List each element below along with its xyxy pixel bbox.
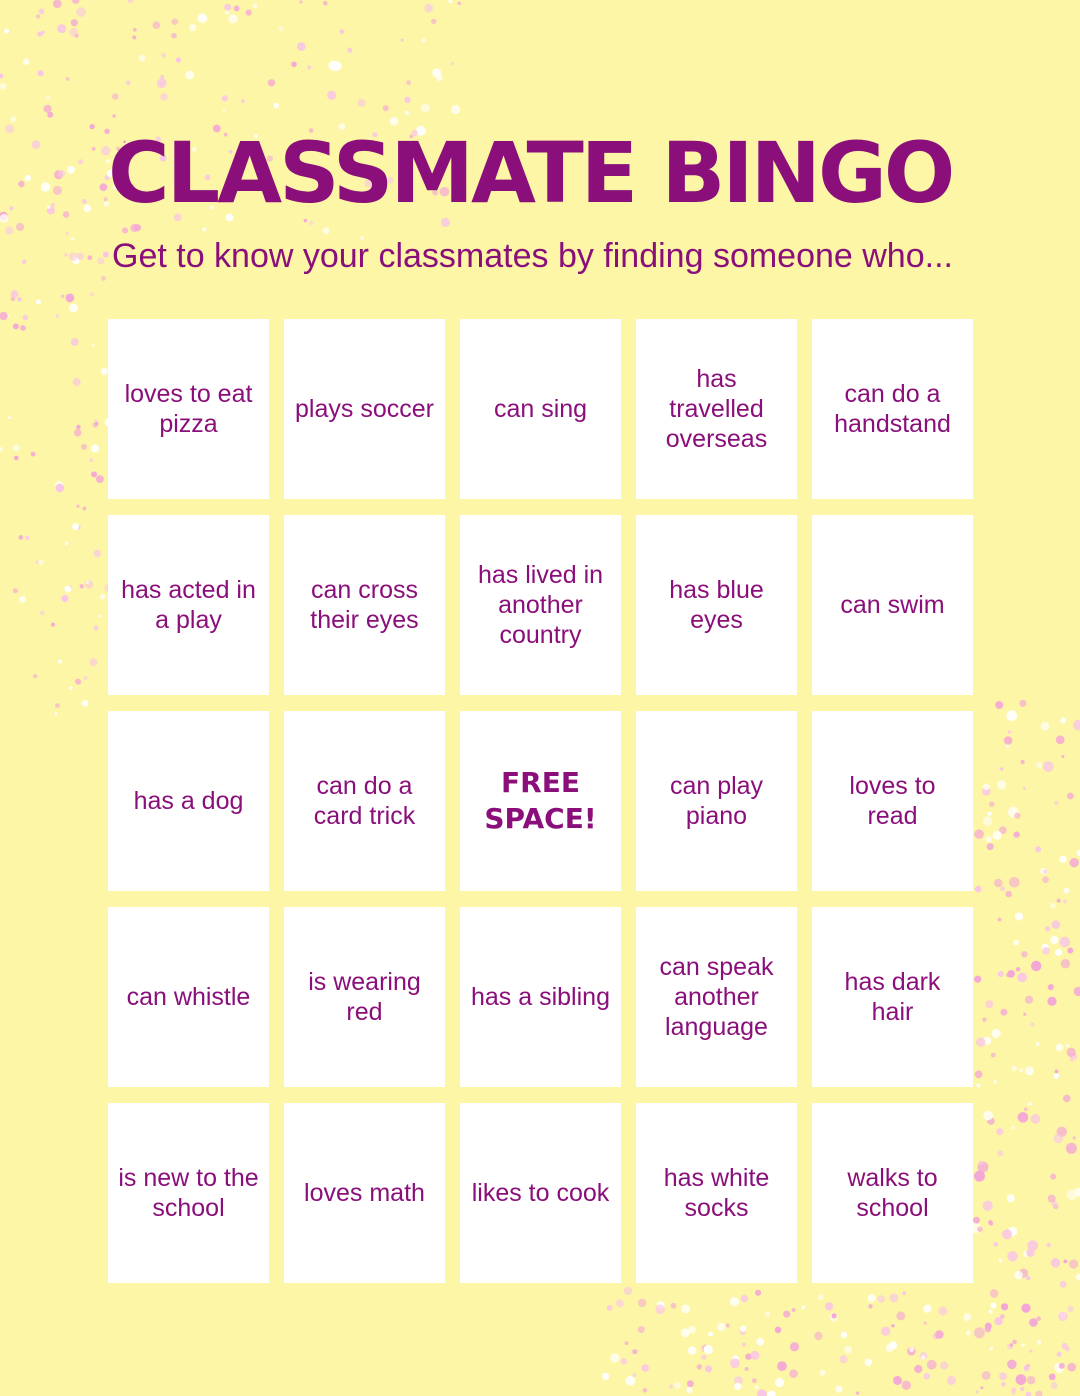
- bingo-cell-25[interactable]: walks to school: [812, 1103, 973, 1283]
- bingo-cell-6[interactable]: has acted in a play: [108, 515, 269, 695]
- page-subtitle: Get to know your classmates by finding someone who...: [112, 237, 953, 275]
- bingo-cell-19[interactable]: can speak another language: [636, 907, 797, 1087]
- bingo-cell-9[interactable]: has blue eyes: [636, 515, 797, 695]
- bingo-cell-4[interactable]: has travelled overseas: [636, 319, 797, 499]
- bingo-board: [108, 319, 973, 1283]
- free-space-cell[interactable]: FREE SPACE!: [460, 711, 621, 891]
- bingo-cell-22[interactable]: loves math: [284, 1103, 445, 1283]
- bingo-cell-18[interactable]: has a sibling: [460, 907, 621, 1087]
- bingo-cell-12[interactable]: can do a card trick: [284, 711, 445, 891]
- bingo-cell-14[interactable]: can play piano: [636, 711, 797, 891]
- bingo-cell-23[interactable]: likes to cook: [460, 1103, 621, 1283]
- bingo-cell-11[interactable]: has a dog: [108, 711, 269, 891]
- bingo-cell-1[interactable]: loves to eat pizza: [108, 319, 269, 499]
- bingo-cell-24[interactable]: has white socks: [636, 1103, 797, 1283]
- bingo-cell-2[interactable]: plays soccer: [284, 319, 445, 499]
- bingo-cell-5[interactable]: can do a handstand: [812, 319, 973, 499]
- bingo-cell-3[interactable]: can sing: [460, 319, 621, 499]
- bingo-cell-8[interactable]: has lived in another country: [460, 515, 621, 695]
- bingo-cell-16[interactable]: can whistle: [108, 907, 269, 1087]
- bingo-cell-17[interactable]: is wearing red: [284, 907, 445, 1087]
- page-title: CLASSMATE BINGO: [108, 124, 953, 222]
- bingo-cell-21[interactable]: is new to the school: [108, 1103, 269, 1283]
- bingo-cell-15[interactable]: loves to read: [812, 711, 973, 891]
- bingo-cell-10[interactable]: can swim: [812, 515, 973, 695]
- bingo-cell-20[interactable]: has dark hair: [812, 907, 973, 1087]
- bingo-cell-7[interactable]: can cross their eyes: [284, 515, 445, 695]
